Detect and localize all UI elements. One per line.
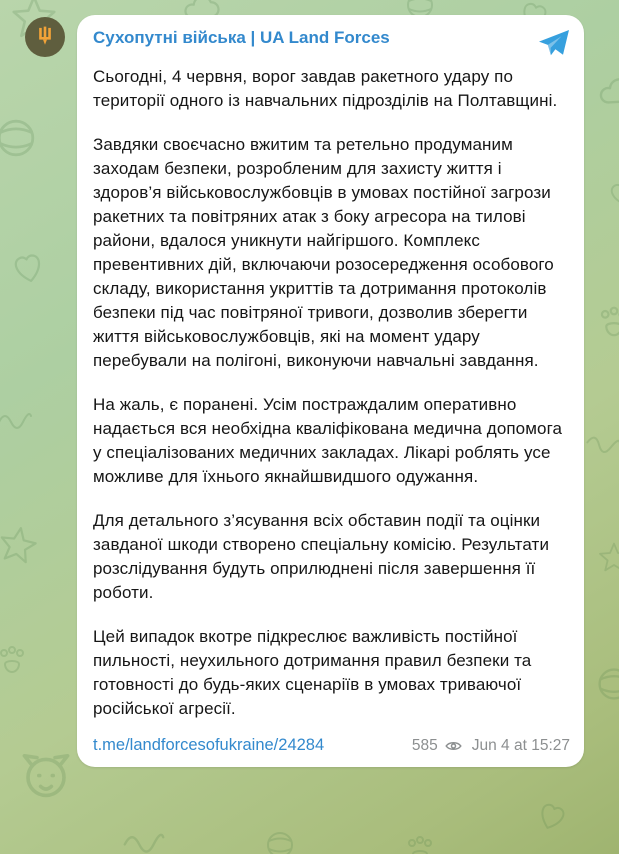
message-paragraph: Сьогодні, 4 червня, ворог завдав ракетного удару по території одного із навчальних підрозділів на Полтавщині. (93, 67, 558, 110)
message-bubble (77, 15, 584, 767)
message-header (93, 27, 570, 57)
channel-avatar[interactable] (25, 17, 65, 57)
telegram-plane-icon[interactable] (538, 29, 570, 57)
views-eye-icon (445, 740, 462, 752)
message-paragraph: Завдяки своєчасно вжитим та ретельно продуманим заходам безпеки, розробленим для захисту життя і здоров’я військовослужбовців в умовах постійної загрози ракетних та повітряних атак з боку агресора на тилові райони, вдалося уникнути найгіршого. Комплекс превентивних дій, включаючи розосередження особового складу, використання укриттів та дотримання протоколів безпеки під час повітряної тривоги, дозволив зберегти життя військовослужбовців, які на момент удару перебували на полігоні, виконуючи навчальні завдання. (93, 135, 554, 370)
message-paragraph: На жаль, є поранені. Усім постраждалим оперативно надається вся необхідна кваліфікована медична допомога у спеціалізованих медичних закладах. Лікарі роблять усе можливе для їхнього якнайшвидшого одужання. (93, 395, 563, 486)
message-paragraph: Для детального з’ясування всіх обставин події та оцінки завданої шкоди створено спеціальну комісію. Результати розслідування будуть оприлюднені після завершення її роботи. (93, 511, 550, 602)
message-paragraph: Цей випадок вкотре підкреслює важливість постійної пильності, неухильного дотримання правил безпеки та готовності до будь-яких сценаріїв в умовах триваючої російської агресії. (93, 627, 532, 718)
views-count: 585 (411, 736, 438, 754)
message-text (93, 65, 570, 721)
message-footer (93, 736, 570, 755)
message-meta (412, 737, 570, 755)
post-link[interactable]: t.me/landforcesofukraine/24284 (93, 736, 325, 754)
timestamp: Jun 4 at 15:27 (471, 736, 570, 754)
channel-name[interactable]: Сухопутні війська | UA Land Forces (93, 28, 390, 47)
ukrainian-trident-icon (32, 24, 58, 50)
